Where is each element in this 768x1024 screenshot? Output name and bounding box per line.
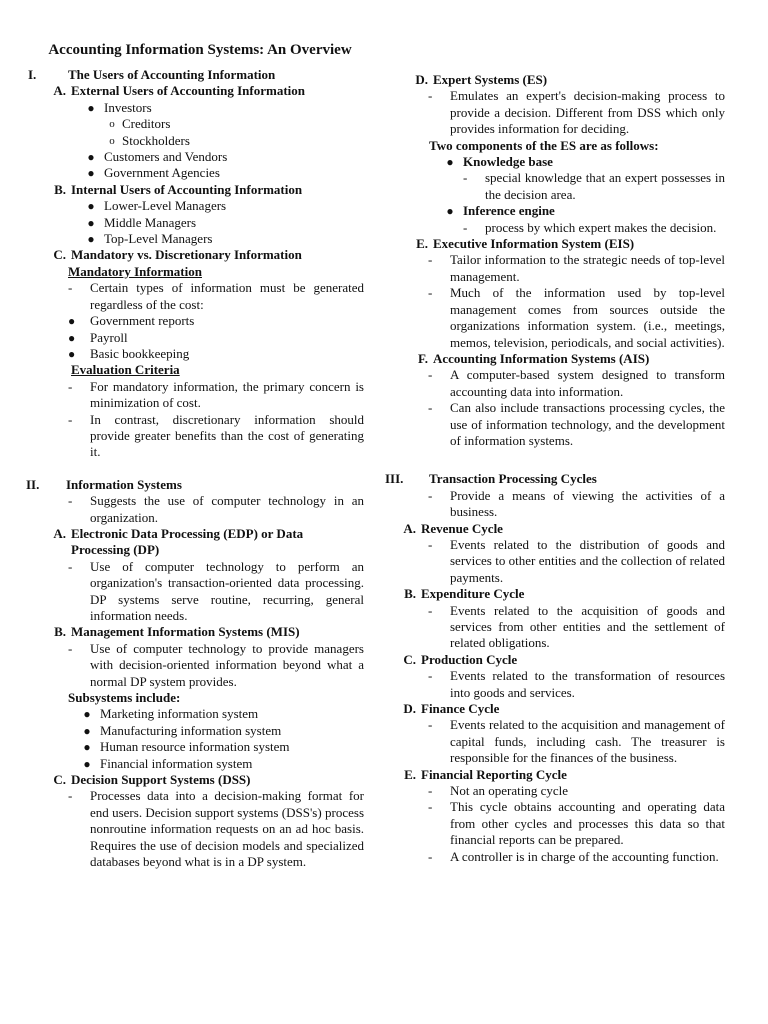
subsection-letter: A. [403, 520, 416, 536]
bullet-icon: ● [68, 346, 76, 361]
subsection-letter: C. [53, 247, 66, 263]
section-number: I. [28, 67, 37, 82]
subsection-title: Expert Systems (ES) [433, 72, 548, 87]
bullet-icon: ● [87, 100, 95, 115]
subsystems-heading: Subsystems include: [68, 690, 181, 706]
list-item: ● Human resource information system [74, 739, 364, 755]
subsection [385, 521, 725, 866]
bullet-icon: ● [87, 215, 95, 230]
subsection-title: External Users of Accounting Information [71, 83, 305, 99]
bullet-icon: ● [83, 707, 91, 722]
right-column [385, 0, 725, 865]
dash-item: - A computer-based system designed to transform accounting data into information. [428, 367, 725, 399]
subsection-title: Mandatory vs. Discretionary Information [71, 247, 302, 263]
bullet-icon: ● [87, 232, 95, 247]
bullet-icon: ● [87, 199, 95, 214]
section-heading [26, 477, 364, 493]
subsection-heading [45, 182, 364, 198]
section-heading [28, 67, 364, 83]
subsection-title: Finance Cycle [421, 701, 500, 717]
list-item: ● Manufacturing information system [74, 723, 364, 739]
list-item: ● Financial information system [74, 756, 364, 772]
dash-item: - Tailor information to the strategic needs of top-level management. [428, 252, 725, 284]
dash-item: - Events related to the distribution of goods and services to other entities and the collection of related payments. [428, 536, 725, 585]
subsection-title: Financial Reporting Cycle [421, 766, 567, 782]
dash-item: - Much of the information used by top-level management comes from sources outside the organizations information system. (i.e., meetings, memos, television, periodicals, and social activities). [428, 285, 725, 350]
list-item: ● Basic bookkeeping [68, 345, 190, 361]
circle-bullet-icon: o [109, 134, 115, 147]
dash-item: - special knowledge that an expert possesses in the decision area. [463, 170, 725, 202]
section-title: Information Systems [66, 476, 182, 492]
list-item: ● Government Agencies [78, 165, 364, 181]
subsection-letter: C. [53, 772, 66, 788]
dash-item: - For mandatory information, the primary concern is minimization of cost. [68, 378, 364, 411]
subsection-letter: F. [418, 350, 428, 366]
subsection-heading [395, 701, 725, 717]
subsection-heading [407, 351, 725, 367]
section-title: The Users of Accounting Information [68, 67, 276, 82]
bullet-icon: ● [87, 166, 95, 181]
list-item: o Creditors [102, 116, 364, 132]
dash-item: - Not an operating cycle [428, 783, 569, 799]
subsection-letter: B. [54, 181, 66, 197]
list-item: ● Marketing information system [74, 706, 364, 722]
list-item: ● Middle Managers [78, 215, 364, 231]
dash-item: - This cycle obtains accounting and operating data from other cycles and processes this data so that financial reports can be prepared. [428, 799, 725, 848]
bullet-icon: ● [87, 150, 95, 165]
dash-item: - Certain types of information must be generated regardless of the cost: [68, 280, 364, 312]
list-item: ● Knowledge base [437, 154, 725, 170]
subsection [385, 72, 725, 449]
left-column [28, 0, 364, 871]
subsection-letter: D. [403, 701, 416, 717]
list-item: ● Top-Level Managers [78, 231, 364, 247]
section-title: Transaction Processing Cycles [429, 471, 597, 487]
bullet-icon: ● [68, 330, 76, 345]
subsection-heading [45, 83, 364, 99]
dash-item: - Use of computer technology to perform an organization's transaction-oriented data processing. DP systems serve routine, recurring, general information needs. [68, 558, 364, 623]
dash-item: - Events related to the acquisition and management of capital funds, including cash. The treasurer is responsible for the finances of the business. [428, 717, 725, 766]
subsection-heading [45, 772, 364, 788]
dash-item: - process by which expert makes the decision. [463, 219, 717, 235]
subsection-heading [407, 72, 725, 88]
subsection-letter: A. [53, 83, 66, 99]
mandatory-heading: Mandatory Information [68, 263, 202, 279]
subsection-heading [395, 586, 725, 602]
list-item: ● Customers and Vendors [78, 149, 364, 165]
subsection-letter: C. [403, 651, 416, 667]
circle-bullet-icon: o [109, 118, 115, 131]
subsection-heading [45, 526, 364, 559]
list-item: ● Lower-Level Managers [78, 198, 364, 214]
subsection-title: Accounting Information Systems (AIS) [433, 350, 650, 366]
subsection-title: Expenditure Cycle [421, 586, 525, 602]
subsection-letter: B. [404, 586, 416, 602]
evaluation-heading: Evaluation Criteria [71, 362, 180, 378]
dash-item: - Emulates an expert's decision-making process to provide a decision. Different from DSS which only provides information for deciding. [428, 88, 725, 137]
bullet-icon: ● [68, 314, 76, 329]
dash-item: - Use of computer technology to provide managers with decision-oriented information beyond what a normal DP system provides. [68, 640, 364, 689]
list-item: ● Payroll [68, 329, 128, 345]
subsection-title: Management Information Systems (MIS) [71, 624, 300, 640]
dash-item: - Can also include transactions processing cycles, the use of information technology, and the development of information systems. [428, 400, 725, 448]
subsection-title: Internal Users of Accounting Information [71, 181, 303, 197]
subsection-letter: D. [415, 72, 428, 87]
subsection-heading [407, 236, 725, 252]
document-title: Accounting Information Systems: An Overview [48, 42, 352, 58]
bullet-icon: ● [83, 723, 91, 738]
bullet-icon: ● [446, 204, 454, 219]
dash-item: - Processes data into a decision-making format for end users. Decision support systems (DSS's) process nonroutine information requests on an ad hoc basis. Requires the use of decision models and specialized databases beyond what is in a DP system. [68, 788, 364, 870]
subsection-title: Decision Support Systems (DSS) [71, 772, 251, 788]
subsection-heading [45, 247, 364, 263]
dash-item: - Events related to the transformation of resources into goods and services. [428, 668, 725, 700]
dash-item: - Suggests the use of computer technology in an organization. [68, 493, 364, 525]
bullet-icon: ● [446, 155, 454, 170]
section-number: II. [26, 476, 40, 492]
subsection-letter: A. [53, 525, 66, 541]
subsection-heading [45, 624, 364, 640]
dash-item: - In contrast, discretionary information should provide greater benefits than the cost of generating it. [68, 411, 364, 460]
dash-item: - A controller is in charge of the accounting function. [428, 848, 719, 864]
subsection-heading [395, 652, 725, 668]
subsection-title: Revenue Cycle [421, 520, 503, 536]
list-item: ● Government reports [68, 313, 195, 329]
bullet-icon: ● [83, 756, 91, 771]
subsection-letter: E. [404, 766, 416, 782]
subsection-letter: B. [54, 624, 66, 640]
list-item: o Stockholders [102, 133, 364, 149]
subsection-title: Executive Information System (EIS) [433, 236, 635, 252]
section-heading [385, 471, 725, 487]
subsection-title: Electronic Data Processing (EDP) or Data Processing (DP) [71, 525, 304, 558]
subsection-heading [395, 521, 725, 537]
dash-item: - Events related to the acquisition of goods and services from other entities and the settlement of related obligations. [428, 602, 725, 651]
list-item: ● Inference engine [437, 203, 725, 219]
subsection [28, 83, 364, 460]
dash-item: - Provide a means of viewing the activities of a business. [428, 487, 725, 520]
list-item: ● Investors [78, 100, 364, 116]
bullet-icon: ● [83, 740, 91, 755]
section-number: III. [385, 471, 404, 487]
subsection-letter: E. [416, 236, 428, 252]
subsection-title: Production Cycle [421, 651, 518, 667]
subsection [28, 526, 364, 871]
subsection-heading [395, 767, 725, 783]
components-heading: Two components of the ES are as follows: [429, 137, 659, 153]
